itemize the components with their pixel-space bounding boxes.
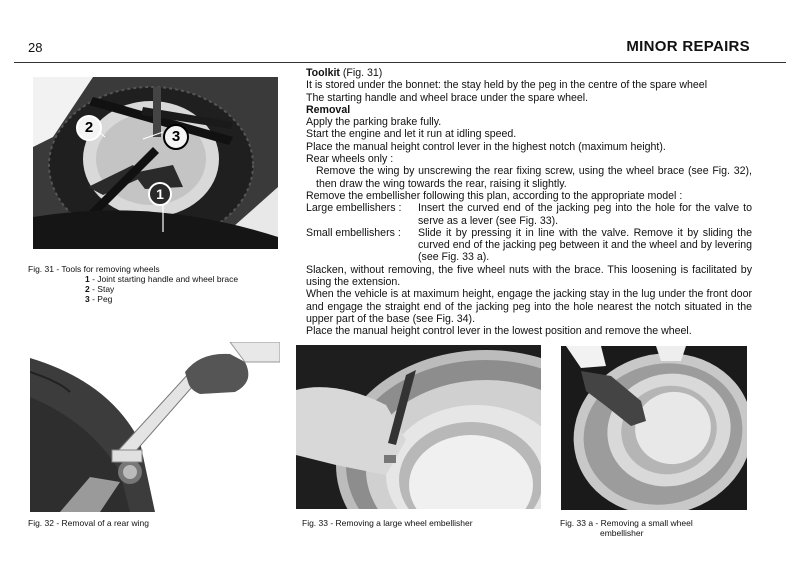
header-rule — [14, 62, 786, 63]
step-3: Place the manual height control lever in the highest notch (maximum height). — [306, 140, 666, 153]
large-embellishers: Large embellishers : Insert the curved end of the jacking peg into the hole for the valve to serve as a lever (see Fig. 33). — [306, 202, 752, 227]
fig31-legend-item-3: 3 - Peg — [85, 294, 113, 304]
callout-2: 2 — [76, 115, 102, 141]
final-step-2: When the vehicle is at maximum height, engage the jacking stay in the lug under the front door and engage the straight end of the jacking peg into the hole nearest the notch situated in the upper part of the base (see Fig. 34). — [306, 288, 752, 325]
toolkit-heading: Toolkit (Fig. 31) — [306, 67, 383, 79]
final-step-3: Place the manual height control lever in the lowest position and remove the wheel. — [306, 325, 692, 338]
fig33-photo — [296, 345, 541, 509]
fig31-photo — [33, 77, 278, 249]
page-number: 28 — [28, 40, 43, 55]
final-step-1: Slacken, without removing, the five wheel nuts with the brace. This loosening is facilitated by using the extension. — [306, 263, 752, 289]
step-2: Start the engine and let it run at idling speed. — [306, 128, 517, 141]
fig31-caption — [28, 264, 238, 304]
callout-1: 1 — [148, 182, 172, 206]
embellisher-intro: Remove the embellisher following this plan, according to the appropriate model : — [306, 189, 683, 202]
fig33a-caption-line-1: Fig. 33 a - Removing a small wheel — [560, 517, 693, 528]
body-text — [306, 67, 752, 338]
fig32-caption: Fig. 32 - Removal of a rear wing — [28, 517, 149, 528]
fig31-legend-item-1: 1 - Joint starting handle and wheel brace — [85, 274, 239, 284]
callout-3: 3 — [163, 124, 189, 150]
fig33-caption: Fig. 33 - Removing a large wheel embellisher — [302, 517, 473, 528]
fig31-legend-item-2: 2 - Stay — [85, 284, 115, 294]
fig33a-caption — [560, 518, 760, 538]
step-4: Rear wheels only : — [306, 153, 394, 166]
small-embellishers: Small embellishers : Slide it by pressing it in line with the valve. Remove it by sliding the curved end of the jacking peg between it and the wheel and by levering (see Fig. 33 a). — [306, 226, 752, 264]
fig32-photo — [30, 342, 280, 512]
fig31-caption-title: Fig. 31 - Tools for removing wheels — [28, 264, 160, 274]
toolkit-line-1: It is stored under the bonnet: the stay held by the peg in the centre of the spare wheel — [306, 79, 708, 92]
fig33a-caption-line-2: embellisher — [600, 527, 644, 538]
fig33a-photo — [561, 346, 747, 510]
toolkit-line-2: The starting handle and wheel brace under the spare wheel. — [306, 91, 589, 104]
section-title: MINOR REPAIRS — [626, 38, 750, 55]
removal-heading: Removal — [306, 103, 351, 116]
rear-wheels-detail: Remove the wing by unscrewing the rear fixing screw, using the wheel brace (see Fig. 32), then draw the wing towards the rear, raising it slightly. — [316, 165, 752, 190]
step-1: Apply the parking brake fully. — [306, 116, 442, 129]
